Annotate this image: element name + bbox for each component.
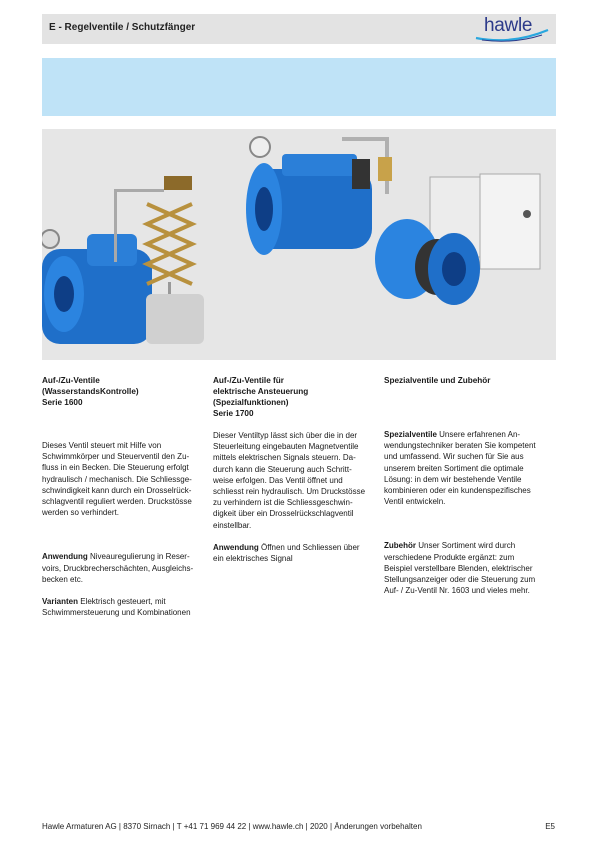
- hawle-logo: [472, 15, 552, 43]
- accessories-label: Zubehör: [384, 541, 416, 551]
- electric-valve-image: [246, 137, 392, 255]
- logo-text: hawle: [484, 15, 533, 36]
- blue-banner: [42, 58, 556, 116]
- float-valve-image: [42, 176, 204, 344]
- application-paragraph: [42, 551, 200, 585]
- column-heading: Auf-/Zu-Ventile für elektrische Ansteuerung (Spezialfunktionen) Serie 1700: [213, 376, 309, 418]
- footer-contact: Hawle Armaturen AG | 8370 Sirnach | T +41 71 969 44 22 | www.hawle.ch | 2020 | Änderungen vorbehalten: [42, 822, 422, 831]
- column-intro: Dieses Ventil steuert mit Hilfe von Schwimmkörper und Steuerventil den Zu- fluss in ein Becken. Die Steuerung erfolgt hydraulisch / mechanisch. Die Schliessge- schwindigkeit kann durch ein Drosselrück- schlagventil reguliert werden. Druckstösse werden so verhindert.: [42, 441, 192, 518]
- application-text: Niveauregulierung in Reser- voirs, Druckbrecherschächten, Ausgleichs- becken etc.: [42, 552, 194, 584]
- application-paragraph: [213, 542, 371, 564]
- variants-text: Elektrisch gesteuert, mit Schwimmersteuerung und Kombinationen: [42, 597, 191, 618]
- special-valves-label: Spezialventile: [384, 430, 437, 439]
- application-label: Anwendung: [42, 552, 88, 562]
- column-series-1600: [42, 375, 200, 618]
- column-special-valves: [384, 375, 540, 596]
- page-number: E5: [545, 822, 555, 831]
- column-intro: Dieser Ventiltyp lässt sich über die in der Steuerleitung eingebauten Magnetventile mittels elektrischen Signals steuern. Da- durch kann die Steuerung auch Schritt- weise erfolgen. Das Ventil öffnet und schliesst rein hydraulisch. Um Druckstösse zu verhindern ist die Schliessgeschwin- digkeit über ein Drosselrückschlagventil einstellbar.: [213, 431, 366, 530]
- column-heading: Auf-/Zu-Ventile (WasserstandsKontrolle) Serie 1600: [42, 376, 139, 407]
- section-header: [42, 14, 556, 44]
- variants-paragraph: [42, 596, 200, 618]
- application-text: Öffnen und Schliessen über ein elektrisches Signal: [213, 542, 360, 564]
- accessories-paragraph: [384, 540, 540, 596]
- accessories-text: Unser Sortiment wird durch verschiedene Produkte ergänzt: zum Beispiel verstellbare Blenden, elektrischer Stellungsanzeiger oder die Steuerung zum Auf- / Zu-Ventil Nr. 1603 und vieles mehr.: [384, 541, 536, 596]
- special-valves-paragraph: [384, 429, 540, 507]
- application-label: Anwendung: [213, 542, 259, 552]
- column-heading: Spezialventile und Zubehör: [384, 376, 491, 385]
- special-valve-image: [375, 174, 540, 305]
- column-series-1700: [213, 375, 371, 564]
- section-title: E - Regelventile / Schutzfänger: [49, 22, 196, 33]
- special-valves-text: Unsere erfahrenen An- wendungstechniker beraten Sie kompetent und umfassend. Wir suchen für Sie aus unserem breiten Sortiment die optimale Lösung: in dem wir bestehende Ventile kombinieren oder ein kundenspezifisches Ventil entwickeln.: [384, 430, 536, 507]
- product-photo: [42, 129, 556, 360]
- variants-label: Varianten: [42, 597, 79, 607]
